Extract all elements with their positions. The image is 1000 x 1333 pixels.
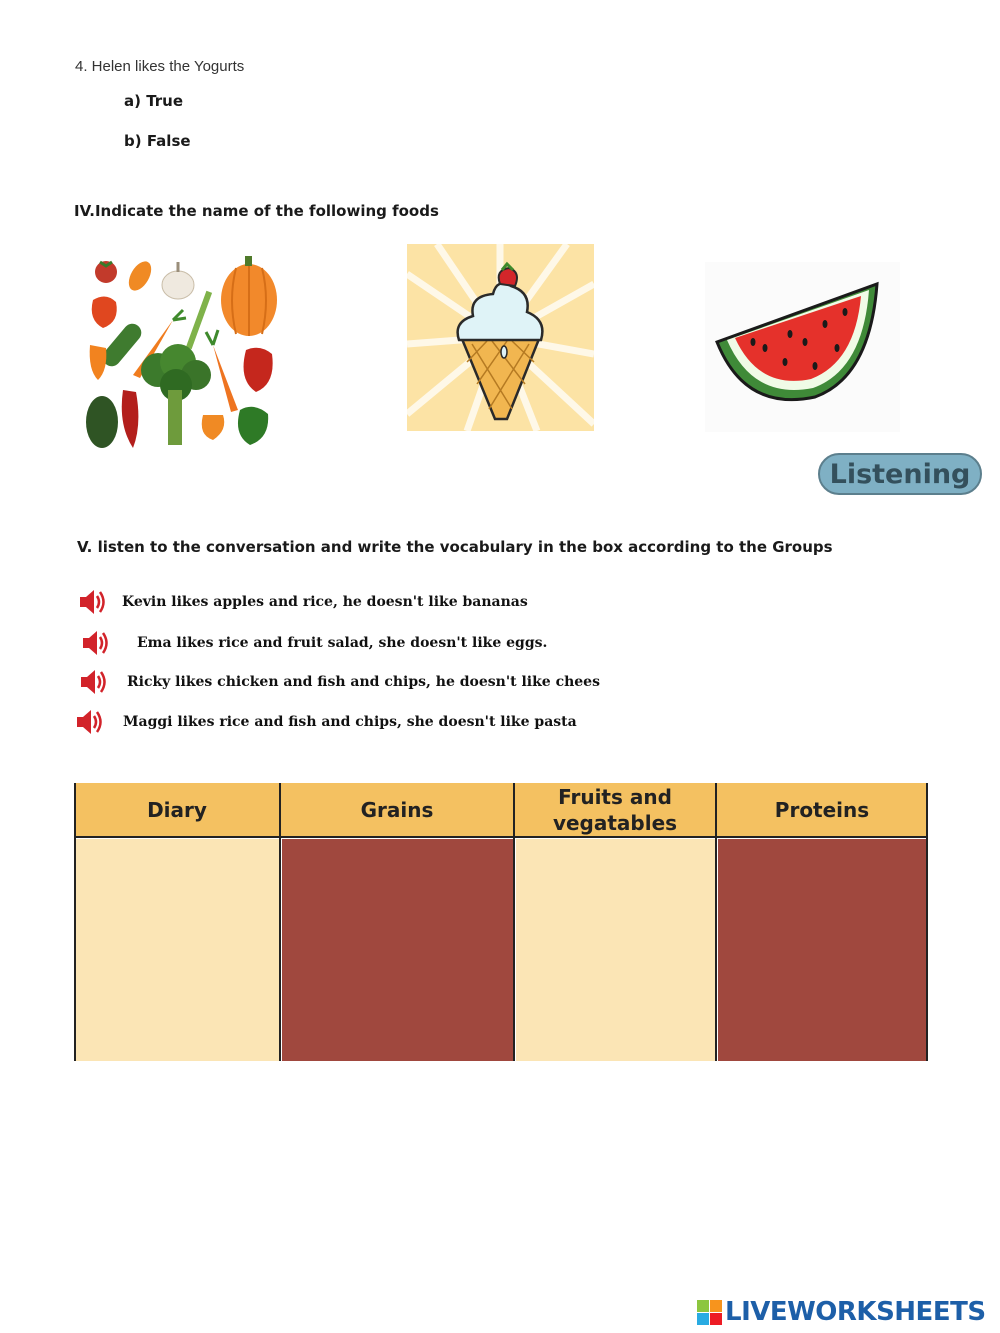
- header-grains: Grains: [280, 783, 514, 838]
- audio-item-text: Ema likes rice and fruit salad, she doesn't like eggs.: [137, 635, 548, 651]
- header-fruits-vegetables: Fruits and vegatables: [514, 783, 716, 838]
- header-proteins: Proteins: [716, 783, 928, 838]
- watermelon-image: [705, 262, 900, 432]
- section-5-heading: V. listen to the conversation and write the vocabulary in the box according to the Groups: [77, 538, 833, 556]
- option-b-false[interactable]: b) False: [124, 132, 191, 150]
- table-divider: [279, 783, 281, 1061]
- ice-cream-image: [407, 244, 594, 431]
- liveworksheets-logo: [697, 1296, 986, 1328]
- logo-blocks-icon: [697, 1300, 722, 1325]
- speaker-icon[interactable]: [79, 627, 113, 659]
- header-diary: Diary: [74, 783, 280, 838]
- proteins-drop-box[interactable]: [718, 839, 926, 1061]
- fruits-vegetables-drop-box[interactable]: [516, 839, 716, 1061]
- table-divider: [715, 783, 717, 1061]
- vegetables-image: [78, 250, 283, 455]
- speaker-icon[interactable]: [73, 706, 107, 738]
- audio-item-text: Maggi likes rice and fish and chips, she doesn't like pasta: [123, 714, 577, 730]
- audio-item-2[interactable]: [79, 627, 547, 659]
- audio-item-1[interactable]: [76, 586, 528, 618]
- audio-item-text: Kevin likes apples and rice, he doesn't like bananas: [122, 594, 528, 610]
- section-4-heading: IV.Indicate the name of the following foods: [74, 202, 439, 220]
- audio-item-text: Ricky likes chicken and fish and chips, he doesn't like chees: [127, 674, 600, 690]
- audio-item-3[interactable]: [77, 666, 600, 698]
- listening-badge: Listening: [818, 453, 982, 495]
- speaker-icon[interactable]: [77, 666, 111, 698]
- question-4-text: 4. Helen likes the Yogurts: [75, 58, 245, 75]
- grains-drop-box[interactable]: [282, 839, 514, 1061]
- option-a-true[interactable]: a) True: [124, 92, 184, 110]
- diary-drop-box[interactable]: [76, 839, 280, 1061]
- speaker-icon[interactable]: [76, 586, 110, 618]
- table-divider: [513, 783, 515, 1061]
- audio-item-4[interactable]: [73, 706, 577, 738]
- logo-text: LIVEWORKSHEETS: [725, 1297, 986, 1327]
- table-border: [926, 783, 928, 1061]
- food-groups-table: [74, 783, 928, 1061]
- table-border: [74, 783, 76, 1061]
